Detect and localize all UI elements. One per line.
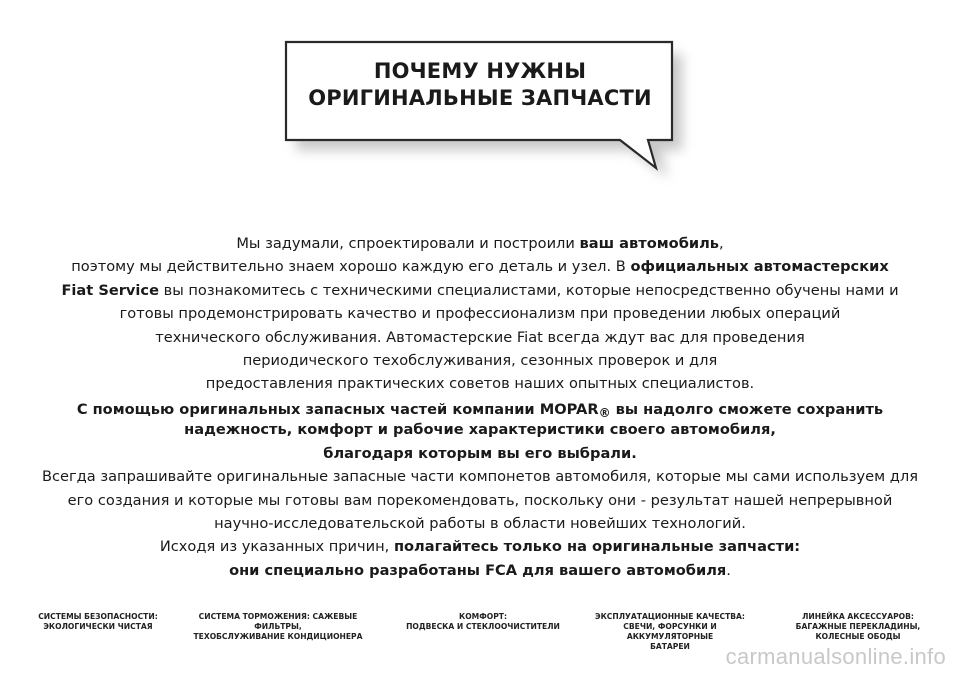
text-run-bold: надежность, комфорт и рабочие характеристики своего автомобиля, [184,420,776,438]
paragraph-line [30,535,930,558]
text-run: Мы задумали, спроектировали и построили [236,235,580,252]
footer-category-line: ТЕХОБСЛУЖИВАНИЕ КОНДИЦИОНЕРА [193,632,363,641]
text-run: Исходя из указанных причин, [159,538,394,556]
paragraph-line [30,400,930,420]
footer-category [778,612,938,642]
paragraph-line [30,559,930,582]
paragraph-line: научно-исследовательской работы в области новейших технологий. [214,515,746,533]
text-run-bold: вы надолго сможете сохранить [610,400,884,418]
callout-title [290,58,670,112]
footer-category-line: ЭКСПЛУАТАЦИОННЫЕ КАЧЕСТВА: [595,612,745,621]
paragraph-line: предоставления практических советов наших опытных специалистов. [205,375,755,393]
footer-category-line: ПОДВЕСКА И СТЕКЛООЧИСТИТЕЛИ [406,622,560,631]
footer-category-line: БАТАРЕИ [650,642,690,651]
footer-category-line: ЛИНЕЙКА АКСЕССУАРОВ: [802,612,914,621]
paragraph-line [30,420,930,439]
paragraph-line: технического обслуживания. Автомастерские Fiat всегда ждут вас для проведения [155,328,805,346]
callout-title-line: ПОЧЕМУ НУЖНЫ [373,59,587,83]
paragraph-line [30,232,930,255]
text-run: вы познакомитесь с техническими специалистами, которые непосредственно обучены нами и [158,281,899,299]
footer-category-line: СИСТЕМА ТОРМОЖЕНИЯ: САЖЕВЫЕ ФИЛЬТРЫ, [198,612,358,631]
paragraph-line [30,442,930,465]
registered-mark: ® [598,405,611,420]
text-run-bold: Fiat Service [61,281,159,299]
paragraph-line: периодического техобслуживания, сезонных проверок и для [242,352,718,370]
text-run: , [719,235,724,252]
paragraph-line: его создания и которые мы готовы вам порекомендовать, поскольку они - результат нашей непрерывной [67,491,893,509]
text-run: поэтому мы действительно знаем хорошо каждую его деталь и узел. В [71,258,631,276]
paragraph-line: готовы продемонстрировать качество и профессионализм при проведении любых операций [119,305,841,323]
footer-category [178,612,378,642]
text-run-bold: благодаря которым вы его выбрали. [323,444,637,462]
footer-category-line: БАГАЖНЫЕ ПЕРЕКЛАДИНЫ, [795,622,921,631]
text-run-bold: полагайтесь только на оригинальные запчасти: [393,538,801,556]
footer-category-line: ЭКОЛОГИЧЕСКИ ЧИСТАЯ [43,622,153,631]
footer-category-line: КОМФОРТ: [459,612,507,621]
text-run-bold: официальных автомастерских [630,258,889,276]
callout-title-line: ОРИГИНАЛЬНЫЕ ЗАПЧАСТИ [308,86,652,110]
footer-category-line: СИСТЕМЫ БЕЗОПАСНОСТИ: [38,612,158,621]
text-run-bold: ваш автомобиль [579,235,720,252]
footer-category [18,612,178,632]
paragraph-line: Всегда запрашивайте оригинальные запасные части компонетов автомобиля, которые мы сами используем для [42,468,918,486]
footer-category-line: КОЛЕСНЫЕ ОБОДЫ [815,632,901,641]
text-run: . [726,561,731,579]
footer-category-line: СВЕЧИ, ФОРСУНКИ И АККУМУЛЯТОРНЫЕ [623,622,717,641]
watermark: carmanualsonline.info [725,644,946,669]
paragraph-line [30,279,930,302]
text-run-bold: они специально разработаны FCA для вашего автомобиля [229,561,727,579]
body-text [30,232,930,582]
footer-category [398,612,568,632]
paragraph-line [30,255,930,278]
text-run-bold: С помощью оригинальных запасных частей компании MOPAR [76,400,599,418]
